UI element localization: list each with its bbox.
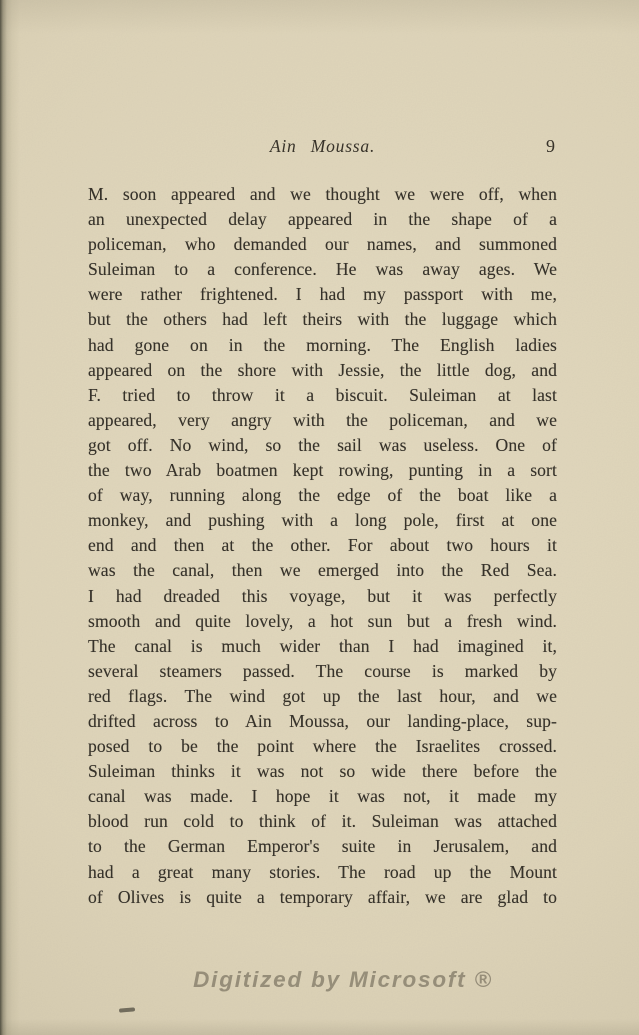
pencil-mark xyxy=(119,1007,135,1012)
text-line: got off. No wind, so the sail was useless. One of xyxy=(88,434,557,455)
text-line: monkey, and pushing with a long pole, first at one xyxy=(88,510,557,531)
text-line: appeared on the shore with Jessie, the little dog, and xyxy=(88,359,557,380)
page-text xyxy=(88,182,557,910)
text-line: F. tried to throw it a biscuit. Suleiman at last xyxy=(88,384,557,405)
text-line: policeman, who demanded our names, and summoned xyxy=(88,234,557,255)
text-line: appeared, very angry with the policeman, and we xyxy=(88,409,557,430)
text-line: the two Arab boatmen kept rowing, punting in a sort xyxy=(88,460,557,481)
text-line: posed to be the point where the Israelites crossed. xyxy=(88,736,557,757)
text-line: smooth and quite lovely, a hot sun but a fresh wind. xyxy=(88,610,557,631)
text-line: M. soon appeared and we thought we were off, when xyxy=(88,184,557,204)
text-line: Suleiman to a conference. He was away ages. We xyxy=(88,259,557,280)
text-line: of Olives is quite a temporary affair, we are glad to xyxy=(88,886,557,907)
text-line: an unexpected delay appeared in the shape of a xyxy=(88,209,557,230)
page-number: 9 xyxy=(546,136,555,156)
text-line: drifted across to Ain Moussa, our landing-place, sup- xyxy=(88,710,557,731)
text-line: were rather frightened. I had my passport with me, xyxy=(88,284,557,305)
text-line: several steamers passed. The course is marked by xyxy=(88,660,557,681)
text-line: red flags. The wind got up the last hour, and we xyxy=(88,685,557,706)
text-line: The canal is much wider than I had imagined it, xyxy=(88,635,557,656)
text-line: had gone on in the morning. The English ladies xyxy=(88,334,557,355)
text-line: had a great many stories. The road up the Mount xyxy=(88,861,557,882)
text-line: to the German Emperor's suite in Jerusalem, and xyxy=(88,836,557,857)
text-line: of way, running along the edge of the boat like a xyxy=(88,485,557,506)
text-line: but the others had left theirs with the luggage which xyxy=(88,309,557,330)
text-line: end and then at the other. For about two hours it xyxy=(88,535,557,556)
digitization-watermark: Digitized by Microsoft ® xyxy=(193,967,493,992)
running-title: Ain Moussa. xyxy=(269,136,376,156)
text-line: Suleiman thinks it was not so wide there before the xyxy=(88,761,557,782)
text-line: I had dreaded this voyage, but it was perfectly xyxy=(88,585,557,606)
text-line: was the canal, then we emerged into the Red Sea. xyxy=(88,560,557,581)
text-line: canal was made. I hope it was not, it made my xyxy=(88,786,557,807)
page-header xyxy=(88,136,557,160)
text-line: blood run cold to think of it. Suleiman was attached xyxy=(88,811,557,832)
